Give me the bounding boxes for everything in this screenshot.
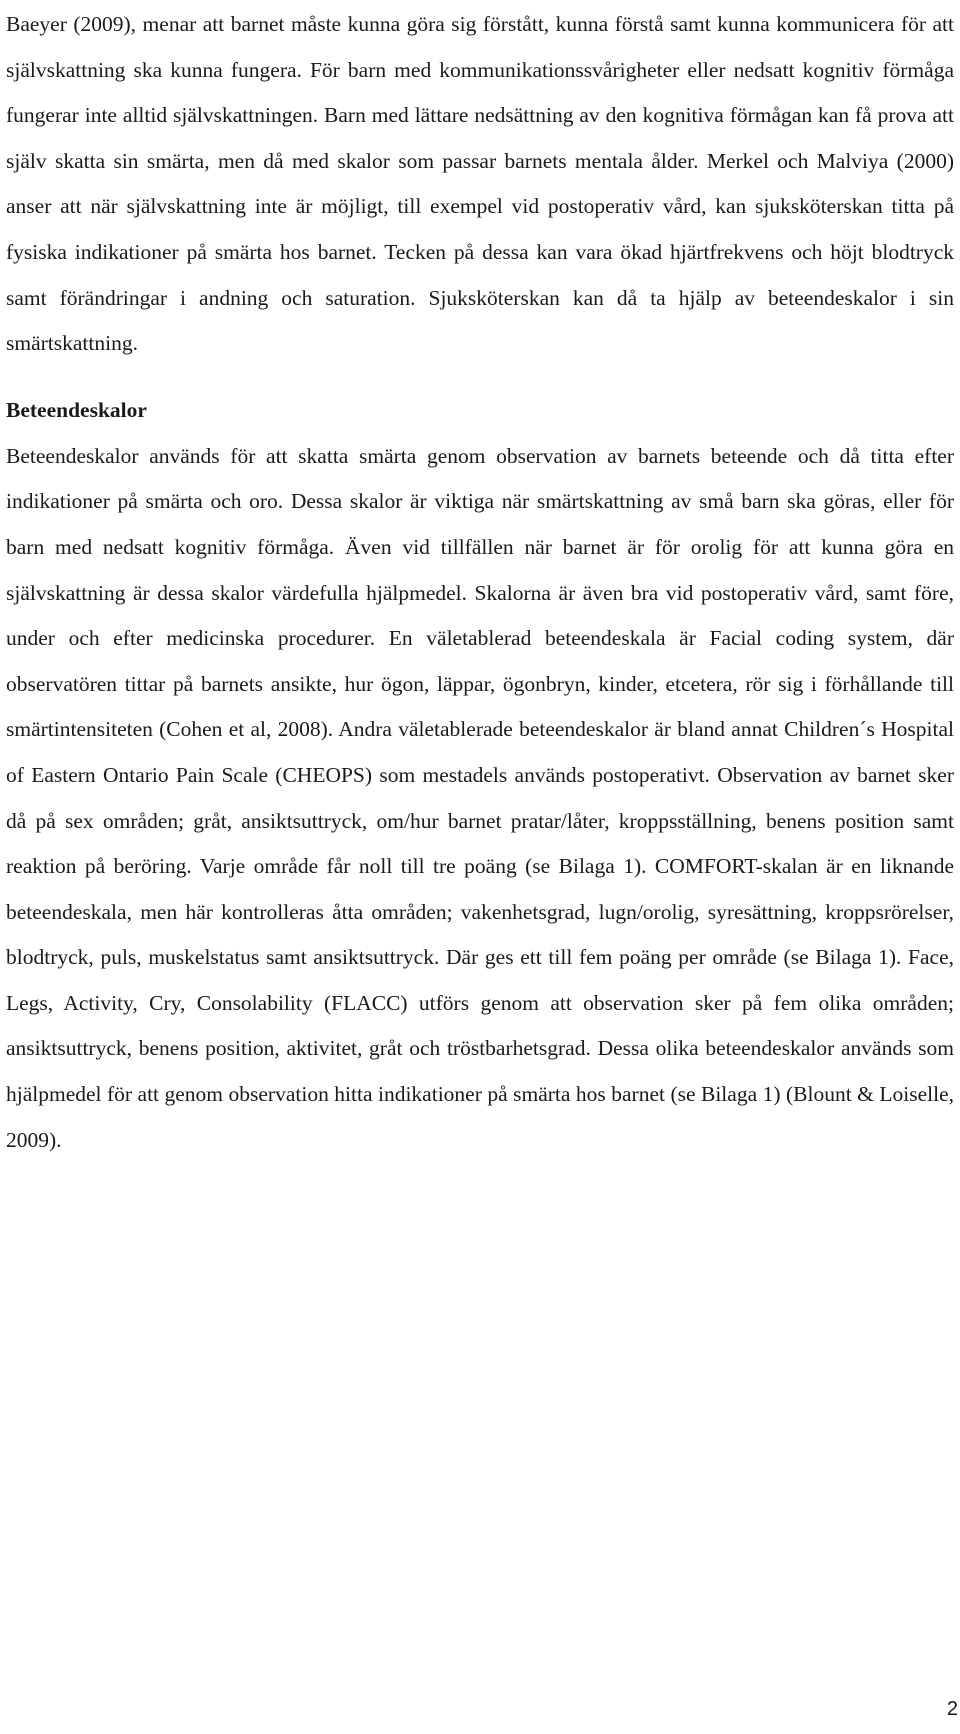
document-page [6, 0, 954, 1163]
section-heading: Beteendeskalor [6, 397, 147, 422]
paragraph-behavior-scales: Beteendeskalor används för att skatta smärta genom observation av barnets beteende och då titta efter indikationer på smärta och oro. Dessa skalor är viktiga när smärtskattning av små barn ska göras, eller för barn med nedsatt kognitiv förmåga. Även vid tillfällen när barnet är för orolig för att kunna göra en självskattning är dessa skalor värdefulla hjälpmedel. Skalorna är även bra vid postoperativ vård, samt före, under och efter medicinska procedurer. En väletablerad beteendeskala är Facial coding system, där observatören tittar på barnets ansikte, hur ögon, läppar, ögonbryn, kinder, etcetera, rör sig i förhållande till smärtintensiteten (Cohen et al, 2008). Andra väletablerade beteendeskalor är bland annat Children´s Hospital of Eastern Ontario Pain Scale (CHEOPS) som mestadels används postoperativt. Observation av barnet sker då på sex områden; gråt, ansiktsuttryck, om/hur barnet pratar/låter, kroppsställning, benens position samt reaktion på beröring. Varje område får noll till tre poäng (se Bilaga 1). COMFORT-skalan är en liknande beteendeskala, men här kontrolleras åtta områden; vakenhetsgrad, lugn/orolig, syresättning, kroppsrörelser, blodtryck, puls, muskelstatus samt ansiktsuttryck. Där ges ett till fem poäng per område (se Bilaga 1). Face, Legs, Activity, Cry, Consolability (FLACC) utförs genom att observation sker på fem olika områden; ansiktsuttryck, benens position, aktivitet, gråt och tröstbarhetsgrad. Dessa olika beteendeskalor används som hjälpmedel för att genom observation hitta indikationer på smärta hos barnet (se Bilaga 1) (Blount & Loiselle, 2009). [6, 443, 954, 1152]
page-number: 2 [946, 1698, 958, 1720]
paragraph-intro: Baeyer (2009), menar att barnet måste kunna göra sig förstått, kunna förstå samt kunna kommunicera för att självskattning ska kunna fungera. För barn med kommunikationssvårigheter eller nedsatt kognitiv förmåga fungerar inte alltid självskattningen. Barn med lättare nedsättning av den kognitiva förmågan kan få prova att själv skatta sin smärta, men då med skalor som passar barnets mentala ålder. Merkel och Malviya (2000) anser att när självskattning inte är möjligt, till exempel vid postoperativ vård, kan sjuksköterskan titta på fysiska indikationer på smärta hos barnet. Tecken på dessa kan vara ökad hjärtfrekvens och höjt blodtryck samt förändringar i andning och saturation. Sjuksköterskan kan då ta hjälp av beteendeskalor i sin smärtskattning. [6, 12, 954, 356]
